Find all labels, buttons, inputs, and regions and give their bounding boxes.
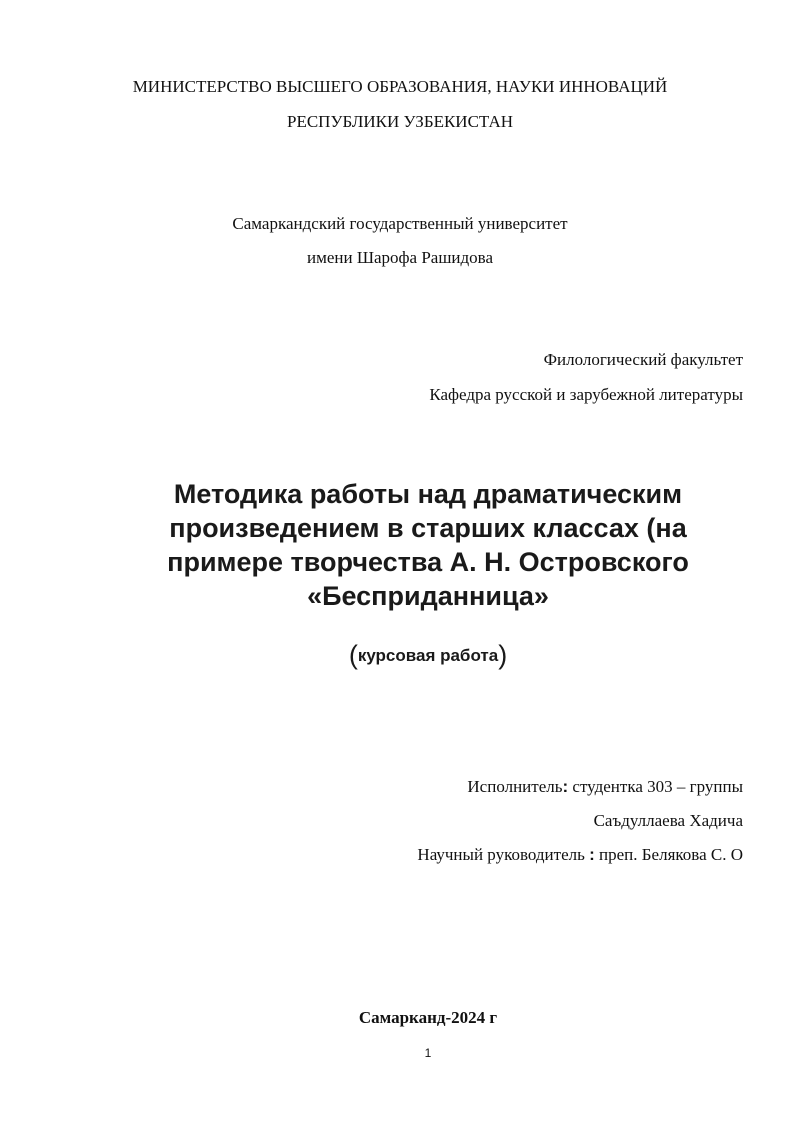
executor-line	[467, 777, 743, 797]
ministry-line-2: РЕСПУБЛИКИ УЗБЕКИСТАН	[286, 112, 514, 131]
faculty-name: Филологический факультет	[543, 350, 743, 369]
supervisor-line	[417, 845, 743, 865]
university-line-1: Самаркандский государственный университет	[232, 214, 568, 233]
title-line-1: Методика работы над драматическим	[173, 479, 683, 509]
supervisor-label: Научный руководитель	[417, 845, 590, 864]
student-name: Саъдуллаева Хадича	[593, 811, 743, 830]
executor-value: студентка 303 – группы	[568, 777, 743, 796]
ministry-line-1: МИНИСТЕРСТВО ВЫСШЕГО ОБРАЗОВАНИЯ, НАУКИ ИННОВАЦИЙ	[132, 77, 668, 96]
document-type-label: курсовая работа	[357, 646, 499, 665]
document-title	[100, 477, 756, 613]
document-type	[0, 640, 800, 671]
executor-colon: :	[562, 777, 569, 796]
chair-name: Кафедра русской и зарубежной литературы	[429, 385, 743, 404]
supervisor-value: преп. Белякова С. О	[594, 845, 743, 864]
executor-label: Исполнитель	[467, 777, 563, 796]
city-year: Самарканд-2024 г	[358, 1008, 498, 1027]
title-line-4: «Бесприданница»	[307, 581, 549, 611]
title-line-3: примере творчества А. Н. Островского	[167, 547, 689, 577]
paren-close: )	[498, 640, 508, 670]
supervisor-colon: :	[589, 845, 595, 864]
page-number: 1	[424, 1046, 432, 1060]
title-line-2: произведением в старших классах (на	[169, 513, 687, 543]
university-line-2: имени Шарофа Рашидова	[306, 248, 494, 267]
paren-open: (	[348, 640, 358, 670]
